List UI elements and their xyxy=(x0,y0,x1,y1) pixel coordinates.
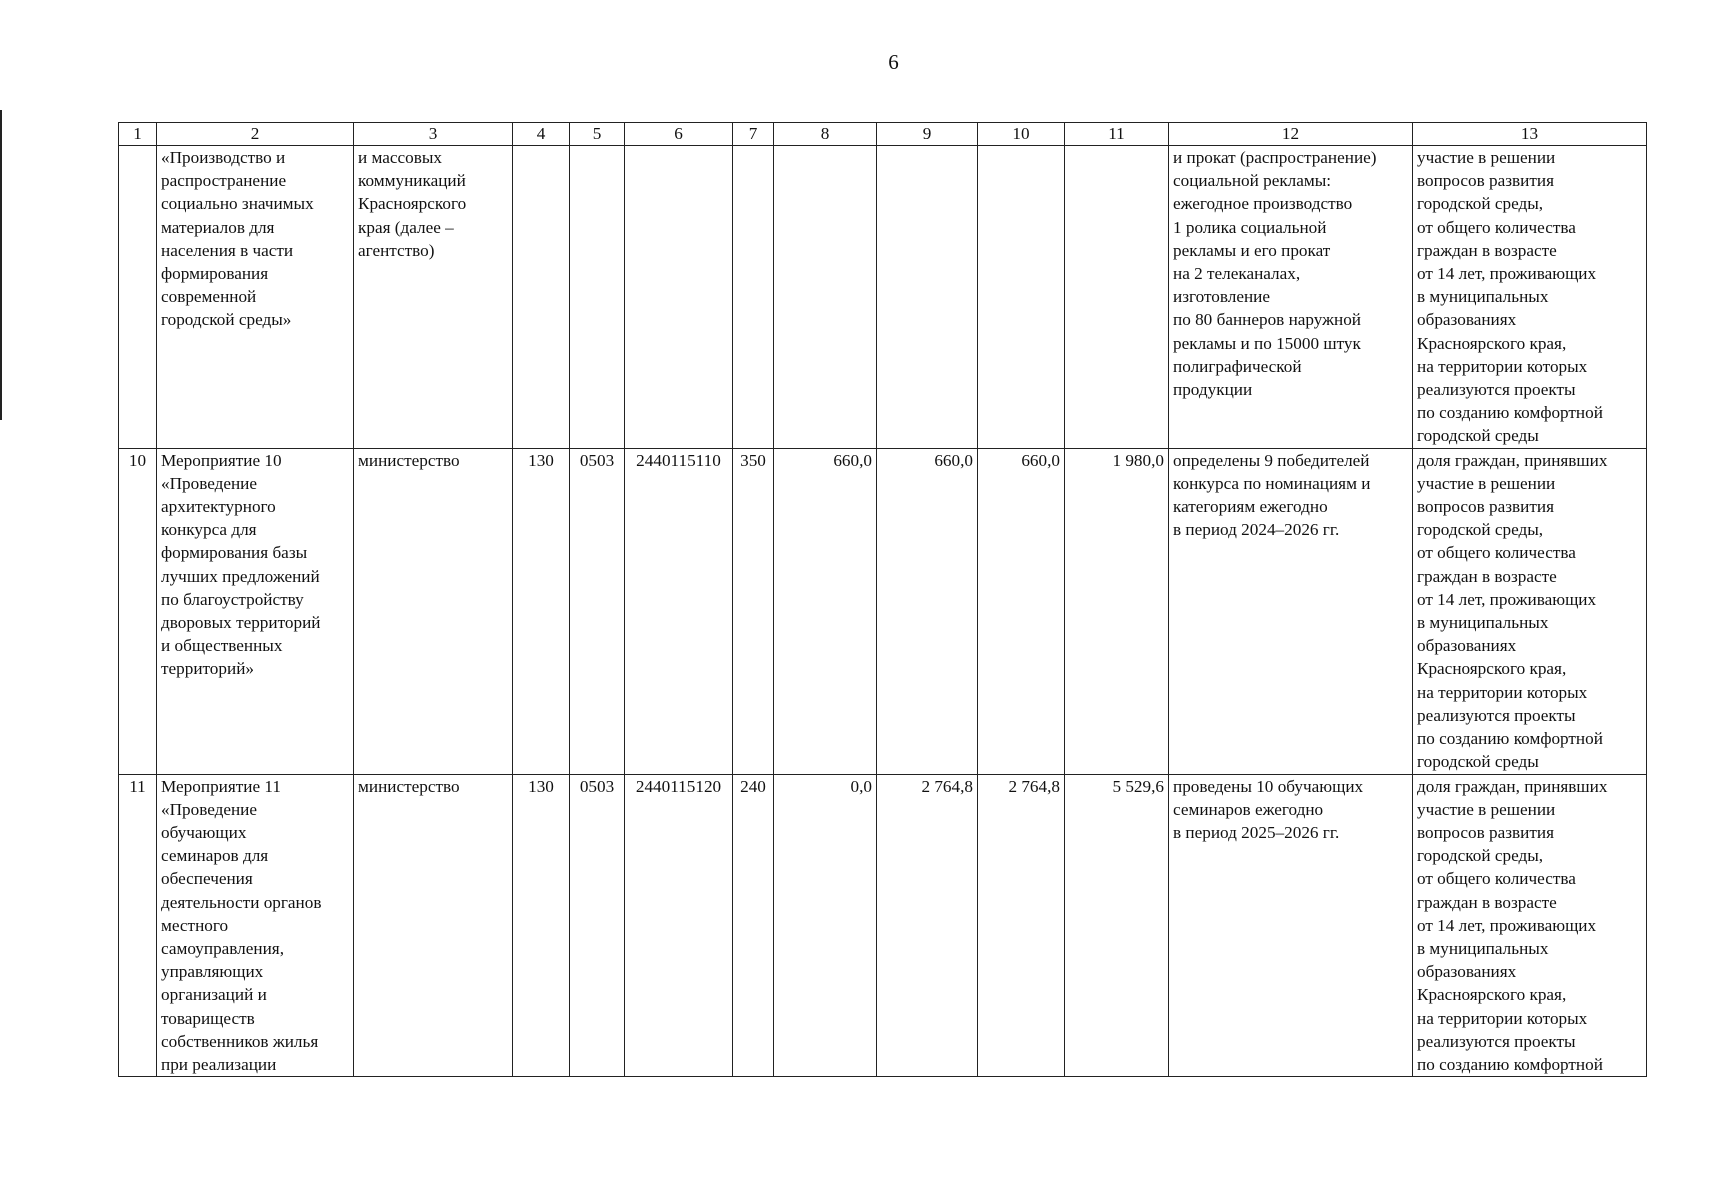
row-number: 10 xyxy=(119,448,157,774)
amount-col-9 xyxy=(877,146,978,449)
col-header-7: 7 xyxy=(733,123,774,146)
col-header-9: 9 xyxy=(877,123,978,146)
page-number: 6 xyxy=(888,50,899,74)
amount-col-8 xyxy=(774,146,877,449)
amount-col-10 xyxy=(978,146,1065,449)
target-article-code: 2440115120 xyxy=(625,774,733,1077)
indicator-impact: доля граждан, принявших участие в решении вопросов развития городской среды, от общего количества граждан в возрасте от 14 лет, проживающих в муниципальных образованиях Красноярского края, на территории которых реализуются проекты по созданию комфортной городской среды xyxy=(1413,448,1647,774)
column-number-row xyxy=(119,123,1647,146)
target-article-code: 2440115110 xyxy=(625,448,733,774)
amount-total: 5 529,6 xyxy=(1065,774,1169,1077)
col-header-6: 6 xyxy=(625,123,733,146)
amount-total: 1 980,0 xyxy=(1065,448,1169,774)
amount-col-10: 660,0 xyxy=(978,448,1065,774)
responsible-executor: и массовых коммуникаций Красноярского края (далее – агентство) xyxy=(354,146,513,449)
col-header-5: 5 xyxy=(570,123,625,146)
col-header-12: 12 xyxy=(1169,123,1413,146)
amount-col-8: 0,0 xyxy=(774,774,877,1077)
amount-col-9: 2 764,8 xyxy=(877,774,978,1077)
table-row-continued xyxy=(119,146,1647,449)
row-number xyxy=(119,146,157,449)
grbs-code: 130 xyxy=(513,774,570,1077)
amount-col-8: 660,0 xyxy=(774,448,877,774)
col-header-8: 8 xyxy=(774,123,877,146)
responsible-executor: министерство xyxy=(354,448,513,774)
grbs-code xyxy=(513,146,570,449)
row-number: 11 xyxy=(119,774,157,1077)
program-table xyxy=(118,122,1647,1077)
section-code: 0503 xyxy=(570,774,625,1077)
expense-type-code: 240 xyxy=(733,774,774,1077)
activity-name: Мероприятие 10 «Проведение архитектурного конкурса для формирования базы лучших предложений по благоустройству дворовых территорий и общественных территорий» xyxy=(157,448,354,774)
col-header-13: 13 xyxy=(1413,123,1647,146)
amount-col-9: 660,0 xyxy=(877,448,978,774)
grbs-code: 130 xyxy=(513,448,570,774)
col-header-1: 1 xyxy=(119,123,157,146)
col-header-3: 3 xyxy=(354,123,513,146)
expense-type-code xyxy=(733,146,774,449)
responsible-executor: министерство xyxy=(354,774,513,1077)
col-header-11: 11 xyxy=(1065,123,1169,146)
col-header-4: 4 xyxy=(513,123,570,146)
expected-result: и прокат (распространение) социальной рекламы: ежегодное производство 1 ролика социальной рекламы и его прокат на 2 телеканалах, изготовление по 80 баннеров наружной рекламы и по 15000 штук полиграфической продукции xyxy=(1169,146,1413,449)
section-code: 0503 xyxy=(570,448,625,774)
margin-binding-line xyxy=(0,110,2,420)
expected-result: проведены 10 обучающих семинаров ежегодно в период 2025–2026 гг. xyxy=(1169,774,1413,1077)
amount-col-10: 2 764,8 xyxy=(978,774,1065,1077)
expected-result: определены 9 победителей конкурса по номинациям и категориям ежегодно в период 2024–2026 гг. xyxy=(1169,448,1413,774)
table-row-11 xyxy=(119,774,1647,1077)
indicator-impact: доля граждан, принявших участие в решении вопросов развития городской среды, от общего количества граждан в возрасте от 14 лет, проживающих в муниципальных образованиях Красноярского края, на территории которых реализуются проекты по созданию комфортной xyxy=(1413,774,1647,1077)
activity-name: Мероприятие 11 «Проведение обучающих семинаров для обеспечения деятельности органов местного самоуправления, управляющих организаций и товариществ собственников жилья при реализации xyxy=(157,774,354,1077)
target-article-code xyxy=(625,146,733,449)
col-header-10: 10 xyxy=(978,123,1065,146)
activity-name: «Производство и распространение социально значимых материалов для населения в части формирования современной городской среды» xyxy=(157,146,354,449)
expense-type-code: 350 xyxy=(733,448,774,774)
amount-total xyxy=(1065,146,1169,449)
table-row-10 xyxy=(119,448,1647,774)
col-header-2: 2 xyxy=(157,123,354,146)
section-code xyxy=(570,146,625,449)
indicator-impact: участие в решении вопросов развития городской среды, от общего количества граждан в возрасте от 14 лет, проживающих в муниципальных образованиях Красноярского края, на территории которых реализуются проекты по созданию комфортной городской среды xyxy=(1413,146,1647,449)
